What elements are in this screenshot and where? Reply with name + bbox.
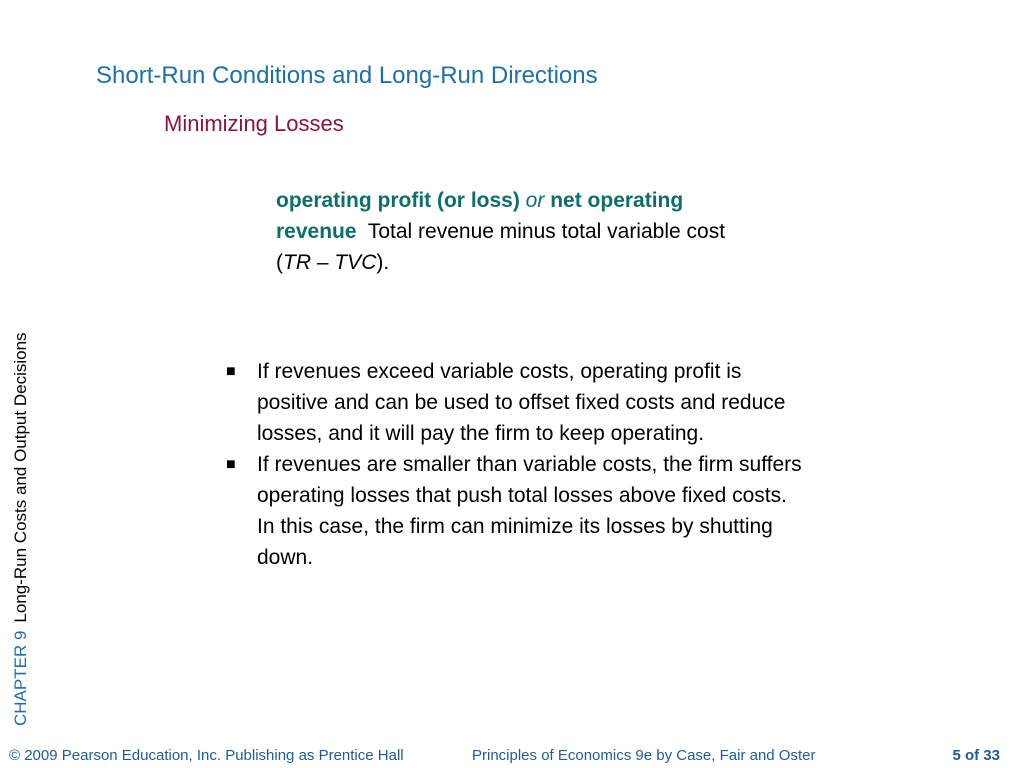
definition-abbr-tvc: TVC: [334, 251, 377, 274]
list-item: [226, 356, 806, 449]
square-bullet-icon: ■: [226, 363, 236, 380]
footer-copyright: © 2009 Pearson Education, Inc. Publishing as Prentice Hall: [9, 747, 404, 764]
definition-term-operating-profit: operating profit (or loss): [276, 189, 520, 212]
chapter-title: Long-Run Costs and Output Decisions: [11, 332, 30, 623]
square-bullet-icon: ■: [226, 456, 236, 473]
definition-box: [276, 185, 756, 278]
chapter-side-label: [10, 332, 32, 726]
bullet-text: If revenues are smaller than variable costs, the firm suffers operating losses that push total losses above fixed costs. In this case, the firm can minimize its losses by shutting down.: [257, 453, 802, 569]
definition-text: Total revenue minus total variable cost (: [276, 220, 726, 274]
chapter-number: CHAPTER 9: [11, 630, 30, 726]
bullet-list: [226, 356, 806, 573]
definition-text-end: ).: [376, 251, 390, 274]
definition-abbr-tr: TR: [283, 251, 311, 274]
slide-title: Short-Run Conditions and Long-Run Directions: [96, 62, 598, 89]
definition-connector: or: [525, 189, 545, 212]
list-item: [226, 449, 806, 573]
slide-subtitle: Minimizing Losses: [164, 111, 344, 136]
slide-footer: [0, 743, 1024, 768]
bullet-text: If revenues exceed variable costs, operating profit is positive and can be used to offset fixed costs and reduce losses, and it will pay the firm to keep operating.: [257, 360, 786, 445]
definition-term-net-operating-revenue: net operating revenue: [276, 189, 684, 243]
page-number: 5 of 33: [952, 747, 1000, 764]
footer-course-title: Principles of Economics 9e by Case, Fair and Oster: [472, 747, 816, 764]
definition-minus: –: [311, 251, 335, 274]
